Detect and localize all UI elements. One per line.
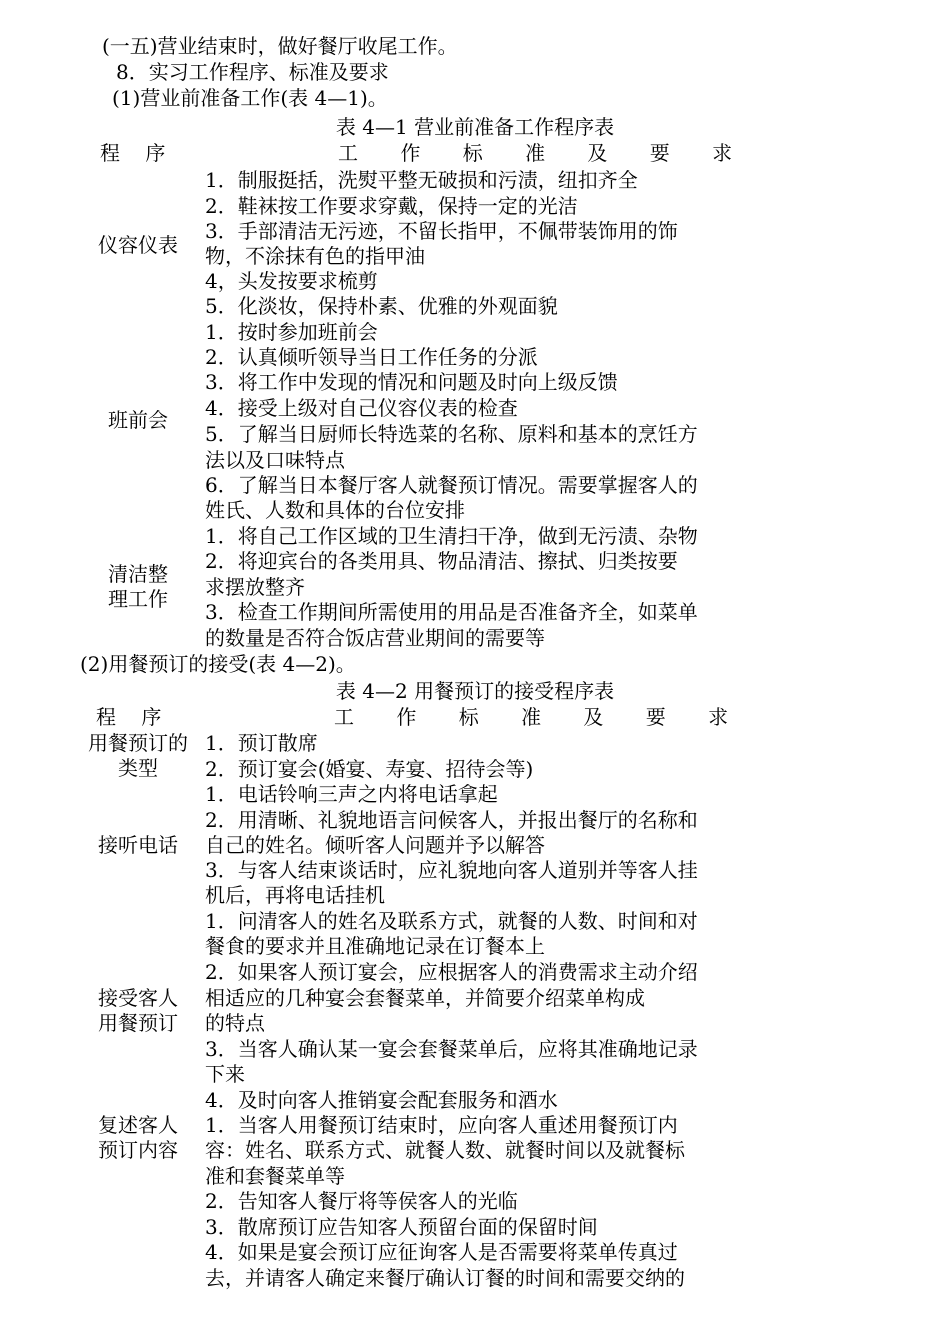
table1-row0-line3: 物，不涂抹有色的指甲油 [205, 244, 425, 268]
table1-row1-line3: 4．接受上级对自己仪容仪表的检查 [205, 396, 518, 420]
table1-row2-line1: 2．将迎宾台的各类用具、物品清洁、擦拭、归类按要 [205, 549, 678, 573]
table2-row0-line1: 2．预订宴会(婚宴、寿宴、招待会等) [205, 757, 534, 781]
table2-proc-answer-phone: 接听电话 [98, 833, 178, 857]
table1-row0-line0: 1．制服挺括，洗熨平整无破损和污渍，纽扣齐全 [205, 168, 638, 192]
table1-row0-line1: 2．鞋袜按工作要求穿戴，保持一定的光洁 [205, 194, 578, 218]
table2-row2-line1: 餐食的要求并且准确地记录在订餐本上 [205, 934, 545, 958]
table2-row3-line0: 1．当客人用餐预订结束时，应向客人重述用餐预订内 [205, 1113, 678, 1137]
table2-row0-line0: 1．预订散席 [205, 731, 318, 755]
table1-caption: 表 4—1 营业前准备工作程序表 [335, 115, 615, 139]
table2-row3-line6: 去，并请客人确定来餐厅确认订餐的时间和需要交纳的 [205, 1266, 685, 1290]
intro-line-1: (一五)营业结束时，做好餐厅收尾工作。 [102, 34, 458, 58]
table2-header-standards: 工 作 标 准 及 要 求 [334, 705, 747, 729]
table1-row0-line5: 5．化淡妆，保持朴素、优雅的外观面貌 [205, 294, 558, 318]
table1-proc-cleaning: 清洁整 理工作 [108, 562, 168, 611]
table2-row2-line0: 1．问清客人的姓名及联系方式，就餐的人数、时间和对 [205, 909, 698, 933]
table1-row0-line2: 3．手部清洁无污迹，不留长指甲，不佩带装饰用的饰 [205, 219, 678, 243]
table2-proc-repeat-booking: 复述客人 预订内容 [98, 1113, 178, 1162]
table2-row1-line1: 2．用清晰、礼貌地语言问候客人，并报出餐厅的名称和 [205, 808, 698, 832]
table2-caption: 表 4—2 用餐预订的接受程序表 [335, 679, 615, 703]
table2-proc-accept-booking: 接受客人 用餐预订 [98, 986, 178, 1035]
table2-row3-line5: 4．如果是宴会预订应征询客人是否需要将菜单传真过 [205, 1240, 678, 1264]
intro-line-3: (1)营业前准备工作(表 4—1)。 [112, 86, 388, 110]
table1-row2-line3: 3．检查工作期间所需使用的用品是否准备齐全，如菜单 [205, 600, 698, 624]
table1-header-standards: 工 作 标 准 及 要 求 [338, 141, 751, 165]
table1-row1-line6: 6．了解当日本餐厅客人就餐预订情况。需要掌握客人的 [205, 473, 698, 497]
table1-row2-line0: 1．将自己工作区域的卫生清扫干净，做到无污渍、杂物 [205, 524, 698, 548]
table2-row1-line3: 3．与客人结束谈话时，应礼貌地向客人道别并等客人挂 [205, 858, 698, 882]
table2-row2-line2: 2．如果客人预订宴会，应根据客人的消费需求主动介绍 [205, 960, 698, 984]
table2-row2-line5: 3．当客人确认某一宴会套餐菜单后，应将其准确地记录 [205, 1037, 698, 1061]
table1-row2-line2: 求摆放整齐 [205, 575, 305, 599]
table2-row2-line3: 相适应的几种宴会套餐菜单，并简要介绍菜单构成 [205, 986, 645, 1010]
table1-proc-appearance: 仪容仪表 [98, 233, 178, 257]
table1-row1-line7: 姓氏、人数和具体的台位安排 [205, 498, 465, 522]
table2-row1-line4: 机后，再将电话挂机 [205, 883, 385, 907]
table2-header-procedure: 程 序 [96, 705, 162, 729]
table1-row1-line1: 2．认真倾听领导当日工作任务的分派 [205, 345, 538, 369]
table2-row3-line1: 容：姓名、联系方式、就餐人数、就餐时间以及就餐标 [205, 1138, 685, 1162]
table1-proc-briefing: 班前会 [108, 408, 168, 432]
intro-line-2: 8．实习工作程序、标准及要求 [116, 60, 389, 84]
table2-proc-booking-types: 用餐预订的 类型 [88, 731, 188, 780]
table2-row3-line3: 2．告知客人餐厅将等侯客人的光临 [205, 1189, 518, 1213]
table1-row1-line0: 1．按时参加班前会 [205, 320, 378, 344]
table2-row3-line4: 3．散席预订应告知客人预留台面的保留时间 [205, 1215, 598, 1239]
table1-row1-line5: 法以及口味特点 [205, 448, 345, 472]
table1-row0-line4: 4，头发按要求梳剪 [205, 269, 378, 293]
table2-row1-line0: 1．电话铃响三声之内将电话拿起 [205, 782, 498, 806]
table2-row2-line6: 下来 [205, 1062, 245, 1086]
table1-header-procedure: 程 序 [100, 141, 166, 165]
table2-row3-line2: 准和套餐菜单等 [205, 1164, 345, 1188]
table2-row2-line4: 的特点 [205, 1011, 265, 1035]
table1-row2-line4: 的数量是否符合饭店营业期间的需要等 [205, 626, 545, 650]
table1-row1-line2: 3．将工作中发现的情况和问题及时向上级反馈 [205, 370, 618, 394]
table2-row2-line7: 4．及时向客人推销宴会配套服务和酒水 [205, 1088, 558, 1112]
table2-row1-line2: 自己的姓名。倾听客人问题并予以解答 [205, 833, 545, 857]
table1-row1-line4: 5．了解当日厨师长特选菜的名称、原料和基本的烹饪方 [205, 422, 698, 446]
section-2-line: (2)用餐预订的接受(表 4—2)。 [80, 652, 356, 676]
